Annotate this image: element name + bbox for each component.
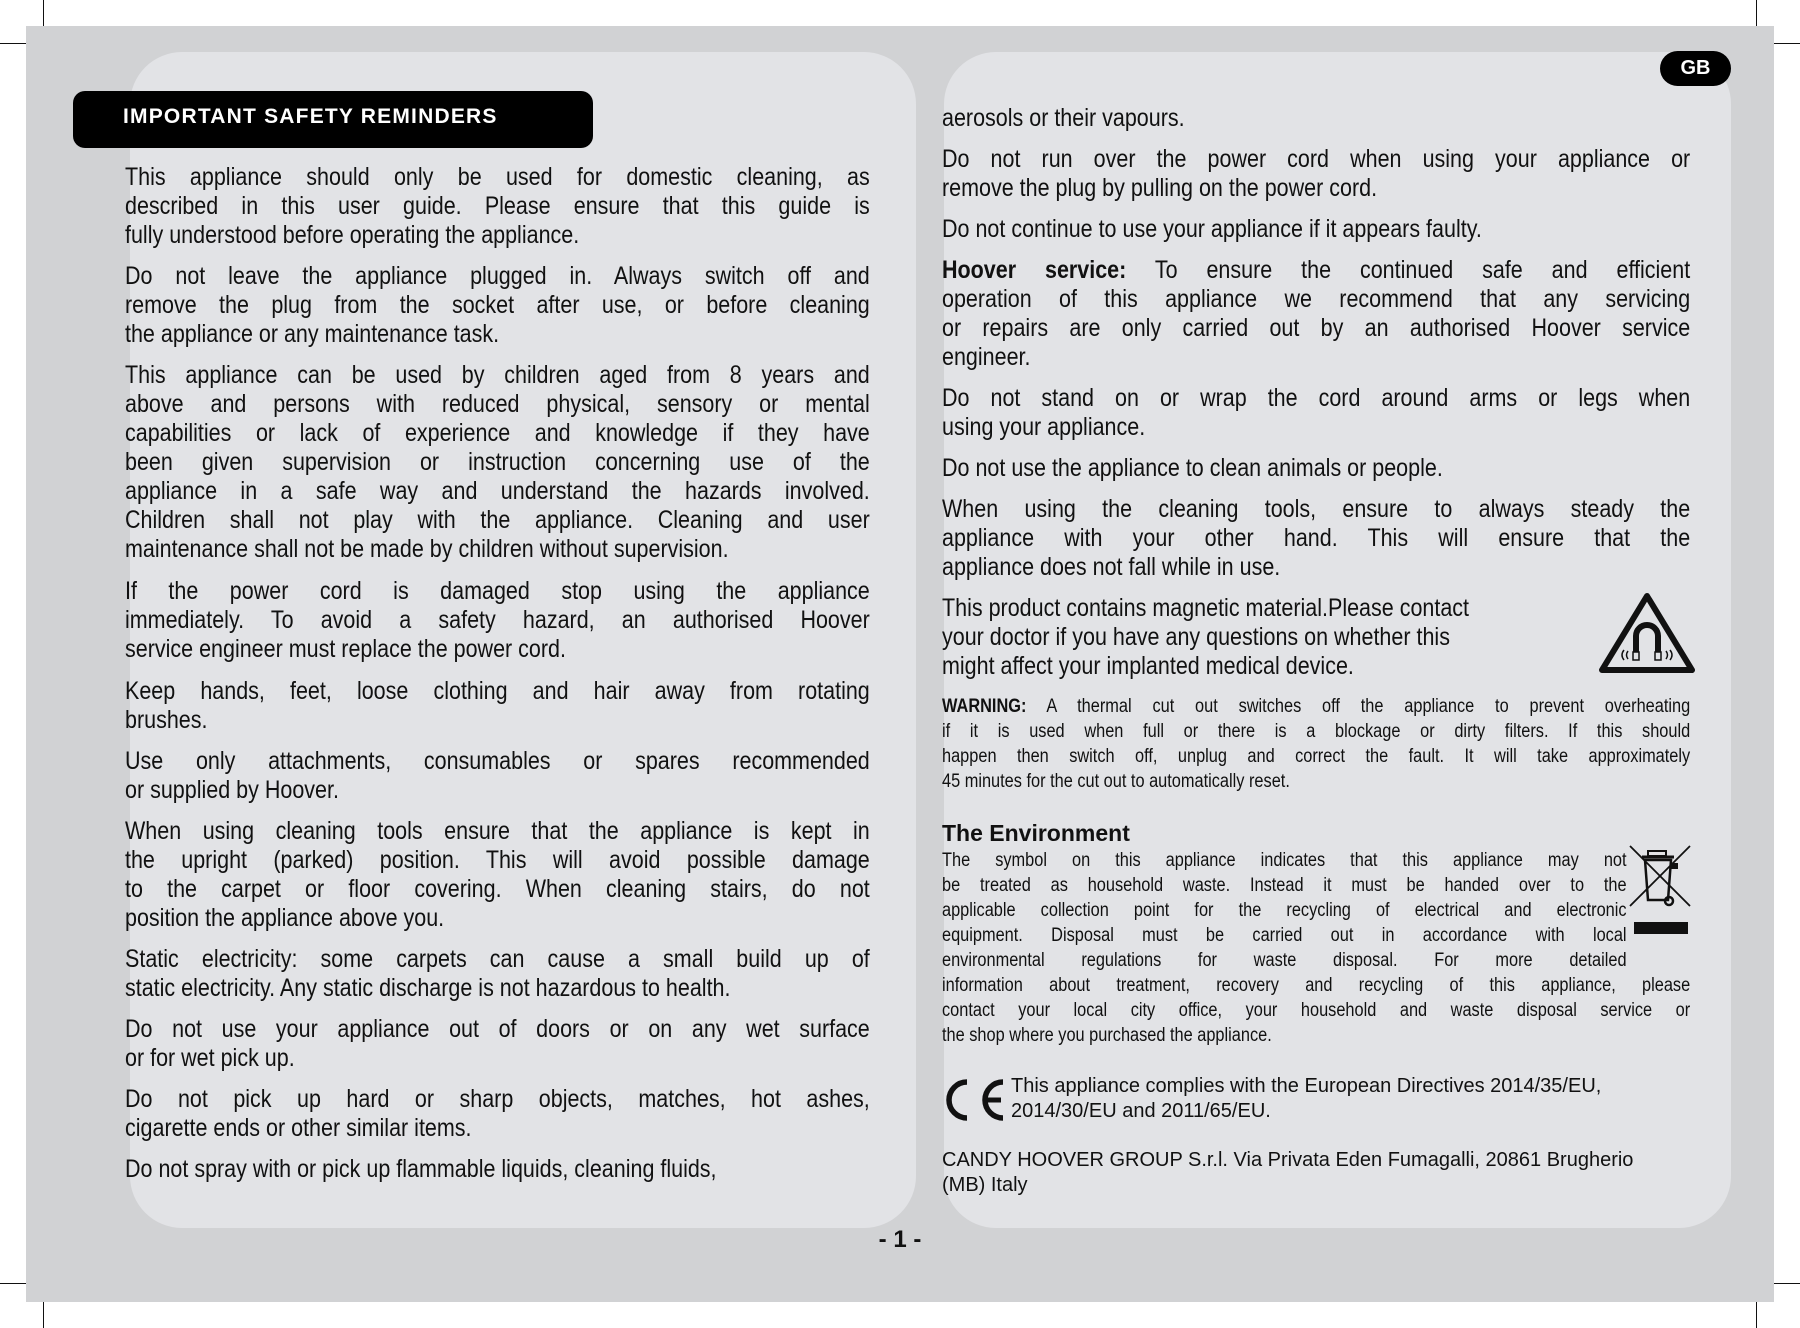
crop-mark <box>1770 1283 1800 1284</box>
right-paragraph: Do not use the appliance to clean animals or people. <box>942 454 1443 482</box>
ce-mark-icon <box>943 1077 1007 1123</box>
weee-crossed-bin-icon <box>1628 844 1694 936</box>
left-paragraph: Do not leave the appliance plugged in. Always switch off and remove the plug from the socket after use, or before cleaning the appliance or any maintenance task. <box>125 262 870 348</box>
left-paragraph: If the power cord is damaged stop using the appliance immediately. To avoid a safety hazard, an authorised Hoover service engineer must replace the power cord. <box>125 577 870 663</box>
left-paragraph: Do not spray with or pick up flammable liquids, cleaning fluids, <box>125 1155 717 1183</box>
right-paragraph: When using the cleaning tools, ensure to always steady the appliance with your other hand. This will ensure that the appliance does not fall while in use. <box>942 495 1691 581</box>
magnetic-field-warning-icon <box>1598 592 1696 674</box>
warning-label: WARNING: <box>942 696 1027 717</box>
section-header <box>73 91 593 148</box>
crop-mark <box>1756 1298 1757 1328</box>
crop-mark <box>1774 43 1800 44</box>
crop-mark <box>43 1298 44 1328</box>
left-paragraph: This appliance can be used by children aged from 8 years and above and persons with reduced physical, sensory or mental capabilities or lack of experience and knowledge if they have been given supervision or instruction concerning use of the appliance in a safe way and understand the hazards involved. Children shall not play with the appliance. Cleaning and user maintenance shall not be made by children without supervision. <box>125 361 870 563</box>
environment-paragraph: The symbol on this appliance indicates that this appliance may not be treated as household waste. Instead it must be handed over to the applicable collection point for the recycling of electrical and electronic equipment. Disposal must be carried out in accordance with local environmental regulations for waste disposal. For more detailed information about treatment, recovery and recycling of this appliance, please contact your local city office, your household and waste disposal service or the shop where you purchased the appliance. <box>942 850 1691 1046</box>
left-paragraph: Use only attachments, consumables or spares recommended or supplied by Hoover. <box>125 747 870 804</box>
section-title: IMPORTANT SAFETY REMINDERS <box>123 105 498 128</box>
left-paragraph: Do not use your appliance out of doors or on any wet surface or for wet pick up. <box>125 1015 870 1072</box>
left-paragraph: Do not pick up hard or sharp objects, matches, hot ashes, cigarette ends or other similar items. <box>125 1085 870 1142</box>
environment-heading: The Environment <box>942 820 1130 846</box>
right-paragraph: Do not run over the power cord when using your appliance or remove the plug by pulling on the power cord. <box>942 145 1691 202</box>
right-paragraph: This product contains magnetic material.Please contact your doctor if you have any questions on whether this might affect your implanted medical device. <box>942 594 1470 680</box>
right-paragraph: Do not stand on or wrap the cord around arms or legs when using your appliance. <box>942 384 1691 441</box>
manufacturer-address: CANDY HOOVER GROUP S.r.l. Via Privata Eden Fumagalli, 20861 Brugherio (MB) Italy <box>942 1149 1634 1196</box>
right-paragraph: Do not continue to use your appliance if it appears faulty. <box>942 215 1482 243</box>
warning-paragraph: WARNING: A thermal cut out switches off the appliance to prevent overheating if it is used when full or there is a blockage or dirty filters. If this should happen then switch off, unplug and correct the fault. It will take approximately 45 minutes for the cut out to automatically reset. <box>942 696 1691 792</box>
page-number: - 1 - <box>878 1226 922 1253</box>
compliance-text: This appliance complies with the European Directives 2014/35/EU, 2014/30/EU and 2011/65/EU. <box>1011 1075 1602 1122</box>
paragraph-lead: Hoover service: <box>942 256 1127 284</box>
left-paragraph: Static electricity: some carpets can cause a small build up of static electricity. Any static discharge is not hazardous to health. <box>125 945 870 1002</box>
left-paragraph: Keep hands, feet, loose clothing and hair away from rotating brushes. <box>125 677 870 734</box>
right-paragraph: aerosols or their vapours. <box>942 104 1185 132</box>
left-paragraph: This appliance should only be used for domestic cleaning, as described in this user guide. Please ensure that this guide is fully understood before operating the appliance. <box>125 163 870 249</box>
right-paragraph: Hoover service: To ensure the continued safe and efficient operation of this appliance we recommend that any servicing or repairs are only carried out by an authorised Hoover service engineer. <box>942 256 1691 371</box>
crop-mark <box>0 43 26 44</box>
left-paragraph: When using cleaning tools ensure that the appliance is kept in the upright (parked) position. This will avoid possible damage to the carpet or floor covering. When cleaning stairs, do not position the appliance above you. <box>125 817 870 932</box>
language-badge: GB <box>1660 51 1731 86</box>
